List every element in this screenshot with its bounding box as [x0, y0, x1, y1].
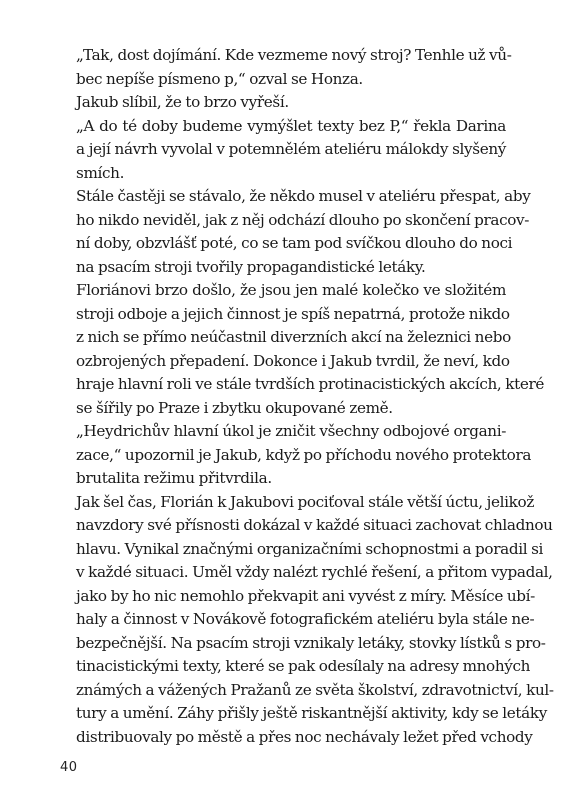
text-line: Stále častěji se stávalo, že někdo musel v ateliéru přespat, aby — [76, 187, 531, 205]
text-line: bezpečnější. Na psacím stroji vznikaly letáky, stovky lístků s pro- — [76, 633, 546, 652]
text-line: bec nepíše písmeno p,“ ozval se Honza. — [76, 69, 363, 88]
page-number: 40 — [60, 760, 78, 775]
text-line: jako by ho nic nemohlo překvapit ani vyvést z míry. Měsíce ubí- — [76, 586, 535, 605]
paragraph — [60, 44, 512, 91]
text-line: „A do té doby budeme vymýšlet texty bez P,“ řekla Darina — [76, 116, 506, 135]
text-line: známých a vážených Pražanů ze světa školství, zdravotnictví, kul- — [76, 680, 554, 699]
text-line: „Heydrichův hlavní úkol je zničit všechny odbojové organi- — [76, 422, 506, 440]
text-line: distribuovaly po městě a přes noc nechávaly ležet před vchody — [76, 727, 533, 746]
paragraph — [60, 279, 545, 420]
text-line: a její návrh vyvolal v potemnělém ateliéru málokdy slyšený — [76, 140, 506, 158]
paragraph — [60, 91, 506, 115]
text-line: haly a činnost v Novákově fotografickém ateliéru byla stále ne- — [76, 610, 535, 628]
text-line: z nich se přímo neúčastnil diverzních akcí na železnici nebo — [76, 328, 511, 346]
paragraph — [60, 491, 554, 750]
text-line: Jak šel čas, Florián k Jakubovi pociťoval stále větší úctu, jelikož — [76, 492, 534, 511]
paragraph — [60, 115, 506, 186]
text-line: ní doby, obzvlášť poté, co se tam pod svíčkou dlouho do noci — [76, 234, 513, 252]
text-line: „Tak, dost dojímání. Kde vezmeme nový stroj? Tenhle už vů- — [76, 46, 512, 64]
text-line: tury a umění. Záhy přišly ještě riskantnější aktivity, kdy se letáky — [76, 704, 547, 722]
body-text — [60, 44, 554, 749]
text-line: hraje hlavní roli ve stále tvrdších protinacistických akcích, které — [76, 375, 545, 393]
text-line: v každé situaci. Uměl vždy nalézt rychlé řešení, a přitom vypadal, — [76, 563, 553, 581]
text-line: navzdory své přísnosti dokázal v každé situaci zachovat chladnou — [76, 516, 553, 534]
text-line: ho nikdo neviděl, jak z něj odchází dlouho po skončení pracov- — [76, 210, 530, 229]
text-line: stroji odboje a jejich činnost je spíš nepatrná, protože nikdo — [76, 304, 510, 323]
text-line: Floriánovi brzo došlo, že jsou jen malé kolečko ve složitém — [76, 281, 506, 299]
text-line: hlavu. Vynikal značnými organizačními schopnostmi a poradil si — [76, 539, 544, 558]
text-line: tinacistickými texty, které se pak odesílaly na adresy mnohých — [76, 657, 531, 675]
paragraph — [60, 420, 532, 491]
text-line: smích. — [76, 163, 125, 182]
text-line: zace,“ upozornil je Jakub, když po příchodu nového protektora — [76, 445, 532, 464]
text-line: ozbrojených přepadení. Dokonce i Jakub tvrdil, že neví, kdo — [76, 351, 510, 370]
text-line: se šířily po Praze i zbytku okupované země. — [76, 398, 393, 417]
paragraph — [60, 185, 531, 279]
text-line: Jakub slíbil, že to brzo vyřeší. — [76, 93, 289, 111]
text-line: na psacím stroji tvořily propagandistické letáky. — [76, 257, 426, 276]
text-line: brutalita režimu přitvrdila. — [76, 469, 272, 487]
